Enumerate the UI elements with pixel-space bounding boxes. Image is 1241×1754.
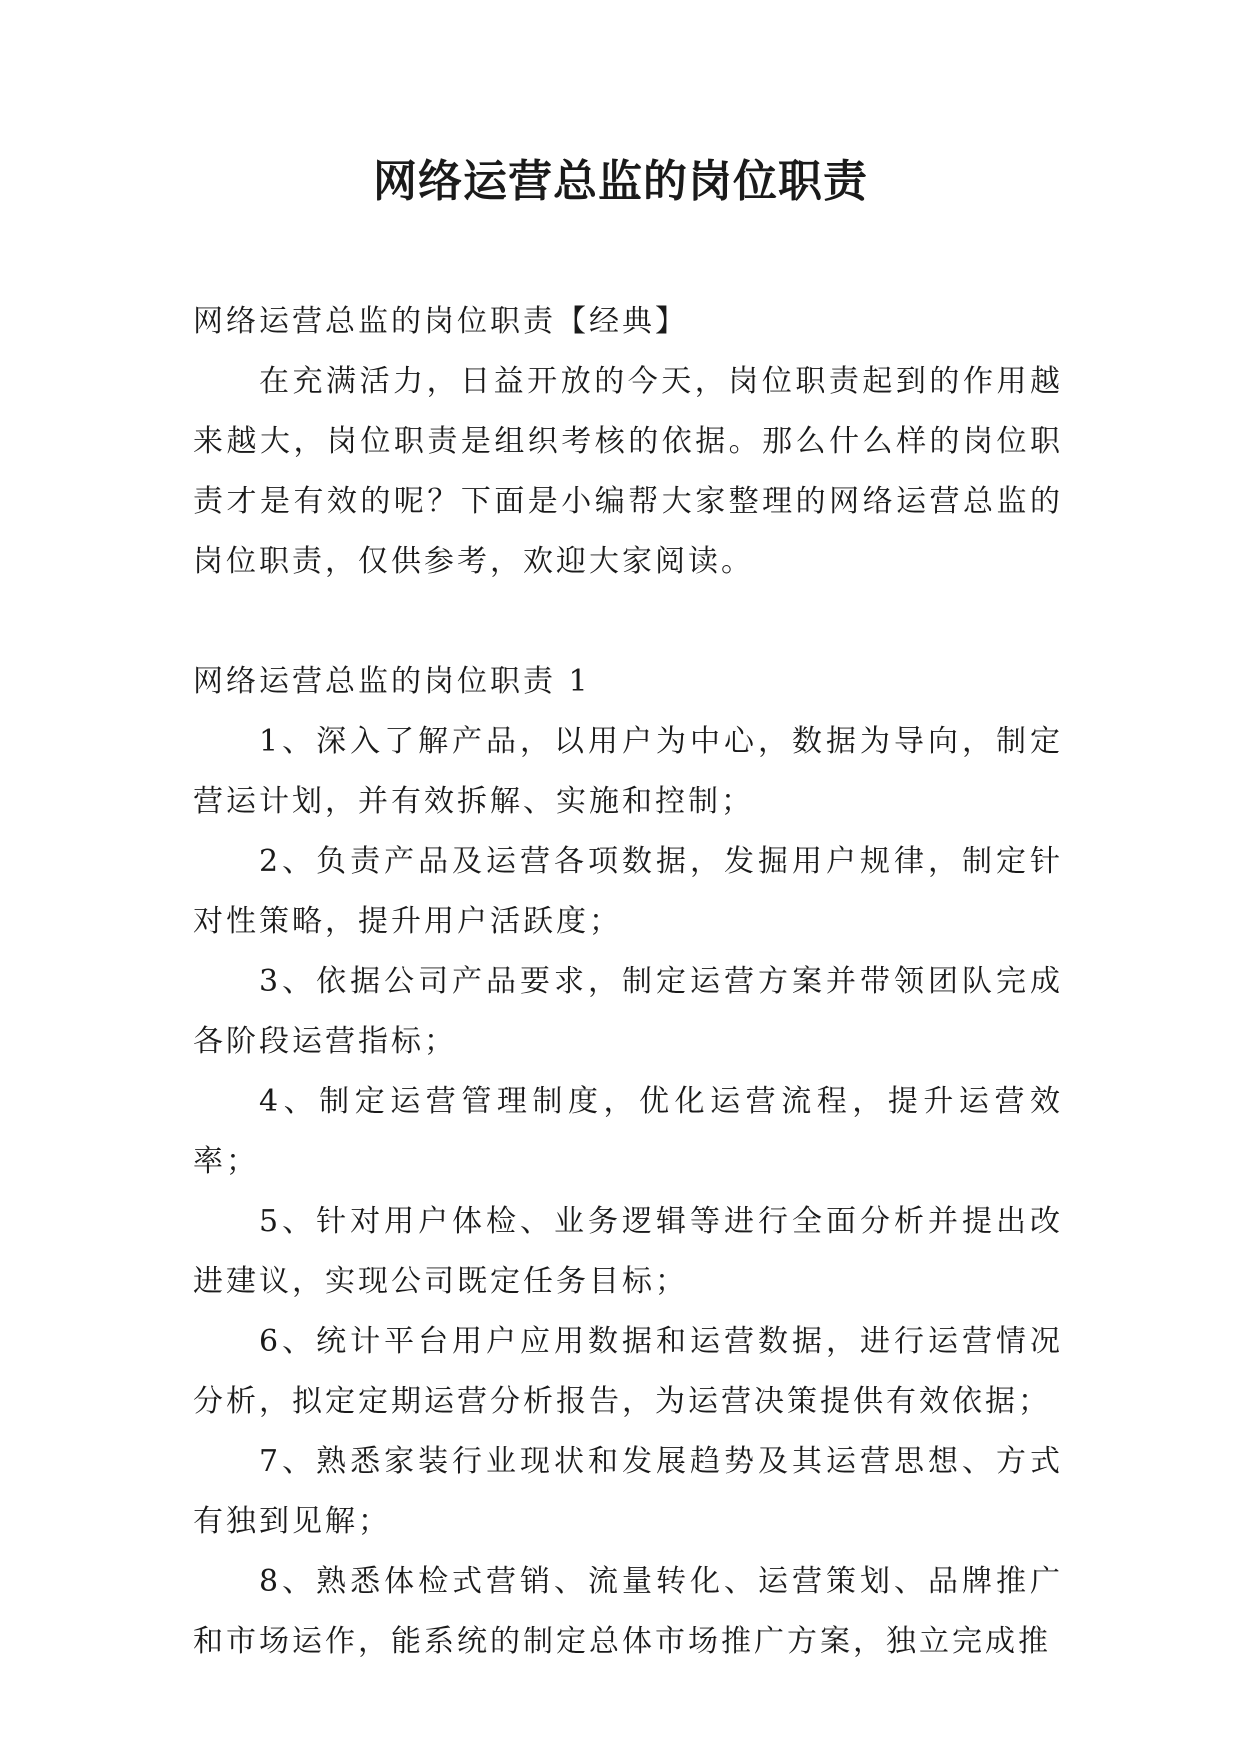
- section-spacer: [193, 592, 1063, 652]
- duty-item-7: 7、熟悉家装行业现状和发展趋势及其运营思想、方式有独到见解；: [193, 1444, 1063, 1539]
- duty-item-3: 3、依据公司产品要求，制定运营方案并带领团队完成各阶段运营指标；: [193, 964, 1063, 1059]
- section-heading: 网络运营总监的岗位职责 1: [193, 664, 591, 699]
- duty-item-6: 6、统计平台用户应用数据和运营数据，进行运营情况分析，拟定定期运营分析报告，为运营决策提供有效依据；: [193, 1324, 1063, 1419]
- subtitle: 网络运营总监的岗位职责【经典】: [193, 304, 688, 339]
- page-title: 网络运营总监的岗位职责: [373, 156, 868, 207]
- duty-item-1: 1、深入了解产品，以用户为中心，数据为导向，制定营运计划，并有效拆解、实施和控制；: [193, 724, 1063, 819]
- duty-item-8: 8、熟悉体检式营销、流量转化、运营策划、品牌推广和市场运作，能系统的制定总体市场推广方案，独立完成推: [193, 1564, 1063, 1659]
- intro-paragraph: 在充满活力，日益开放的今天，岗位职责起到的作用越来越大，岗位职责是组织考核的依据。那么什么样的岗位职责才是有效的呢？下面是小编帮大家整理的网络运营总监的岗位职责，仅供参考，欢迎大家阅读。: [193, 364, 1063, 579]
- duty-item-5: 5、针对用户体检、业务逻辑等进行全面分析并提出改进建议，实现公司既定任务目标；: [193, 1204, 1063, 1299]
- duty-item-2: 2、负责产品及运营各项数据，发掘用户规律，制定针对性策略，提升用户活跃度；: [193, 844, 1063, 939]
- duty-item-4: 4、制定运营管理制度，优化运营流程，提升运营效率；: [193, 1084, 1063, 1179]
- document-body: [193, 292, 1063, 1672]
